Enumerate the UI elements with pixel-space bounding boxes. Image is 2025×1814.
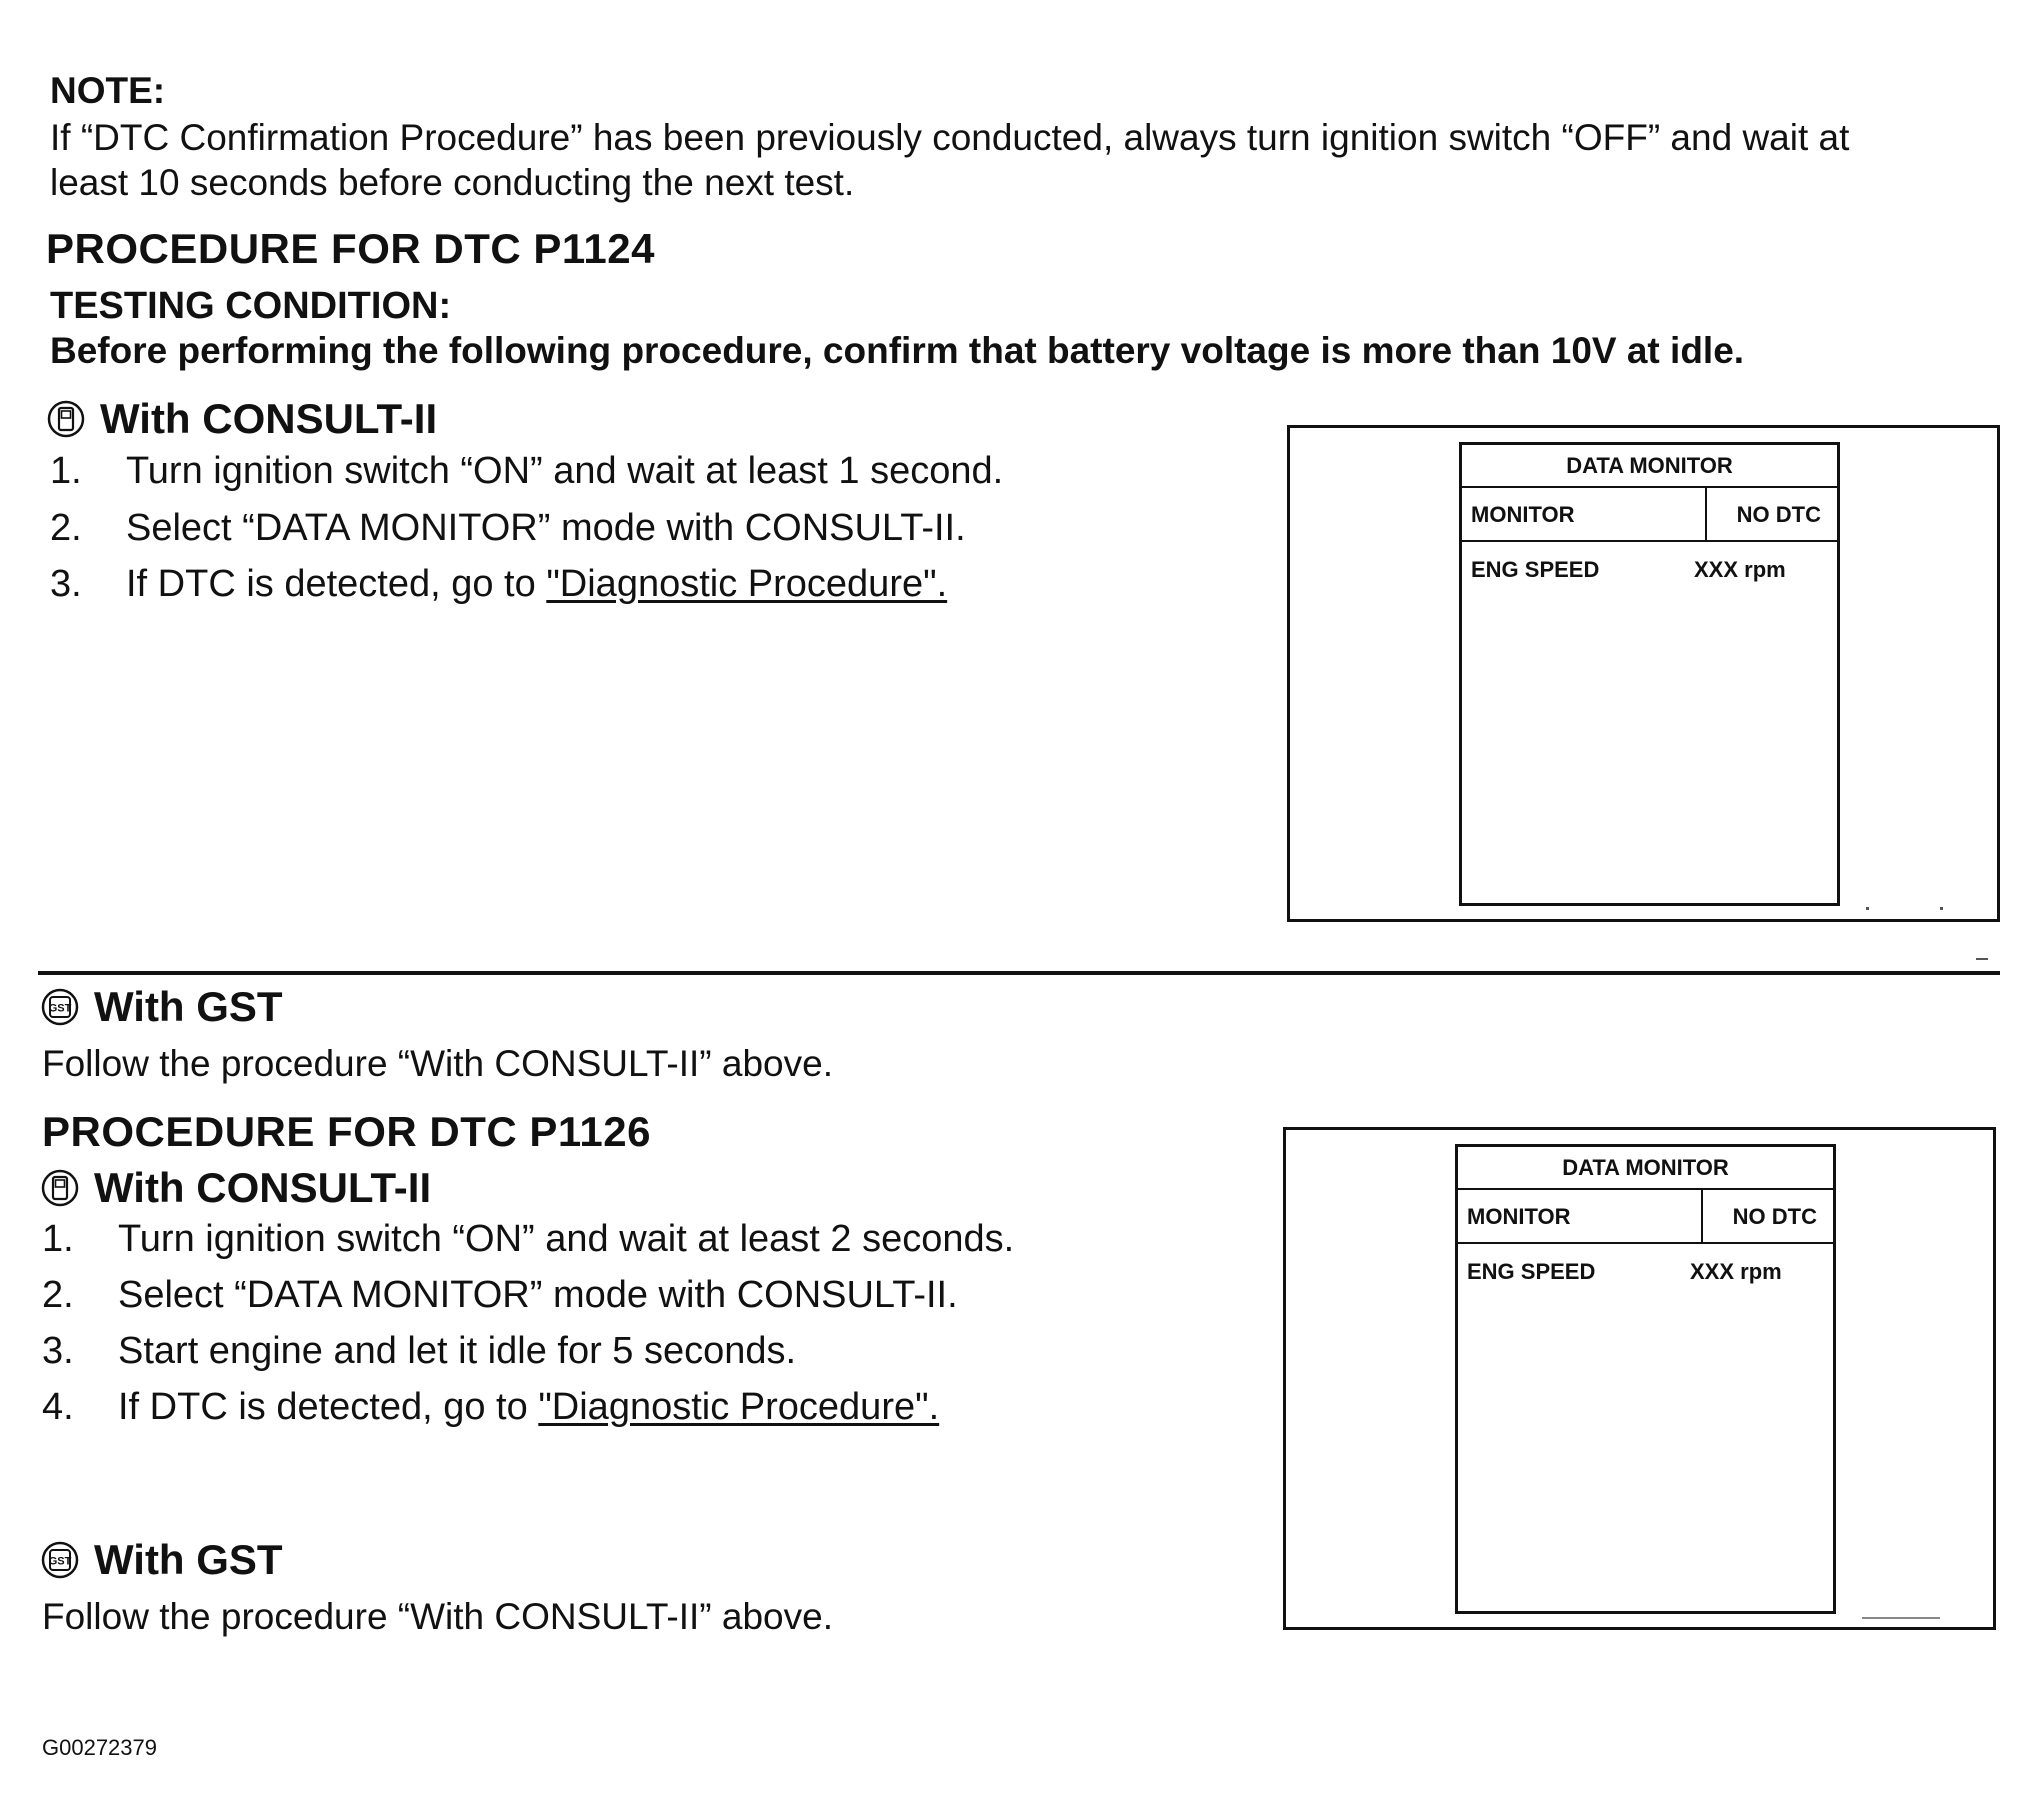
- p1124-heading: PROCEDURE FOR DTC P1124: [46, 225, 655, 272]
- step-number: 3.: [42, 1330, 74, 1372]
- diagnostic-procedure-link[interactable]: "Diagnostic Procedure".: [546, 563, 948, 605]
- note-line-2: least 10 seconds before conducting the next test.: [50, 162, 855, 203]
- step-number: 1.: [42, 1218, 74, 1260]
- p1126-heading: PROCEDURE FOR DTC P1126: [42, 1108, 651, 1155]
- scan-speck: [1940, 907, 1943, 910]
- p1126-data-monitor: [1455, 1144, 1836, 1614]
- p1124-testing-label: TESTING CONDITION:: [50, 285, 452, 327]
- consult-icon: [46, 399, 86, 439]
- consult-icon: [40, 1168, 80, 1208]
- note-text: [50, 115, 1849, 205]
- note-line-1: If “DTC Confirmation Procedure” has been previously conducted, always turn ignition switch “OFF” and wait at: [50, 117, 1850, 158]
- monitor-column-label: MONITOR: [1467, 1204, 1571, 1229]
- step-text: If DTC is detected, go to: [118, 1386, 539, 1428]
- monitor-column-divider: [1705, 488, 1707, 540]
- p1126-step-3: [42, 1330, 796, 1373]
- monitor-title: DATA MONITOR: [1462, 445, 1837, 488]
- diagnostic-procedure-link[interactable]: "Diagnostic Procedure".: [538, 1386, 940, 1428]
- step-number: 2.: [50, 507, 82, 549]
- monitor-item-label: ENG SPEED: [1467, 1259, 1596, 1284]
- scan-speck: [1862, 1617, 1940, 1619]
- p1126-gst-heading-text: With GST: [94, 1536, 283, 1583]
- step-text: Turn ignition switch “ON” and wait at least 2 seconds.: [118, 1218, 1015, 1260]
- step-text: Start engine and let it idle for 5 seconds.: [118, 1330, 797, 1372]
- section-divider: [38, 971, 2000, 975]
- svg-text:GST: GST: [48, 1002, 72, 1015]
- monitor-status-label: NO DTC: [1732, 1204, 1817, 1229]
- p1124-consult-heading-text: With CONSULT-II: [100, 395, 438, 442]
- p1124-step-2: [50, 507, 966, 550]
- monitor-header-row: [1462, 488, 1837, 542]
- p1124-consult-heading: [46, 395, 437, 443]
- p1124-data-monitor: [1459, 442, 1840, 906]
- step-text: Select “DATA MONITOR” mode with CONSULT-II.: [126, 507, 966, 549]
- p1126-step-4: [42, 1386, 939, 1429]
- scan-speck: [1866, 907, 1869, 910]
- p1124-gst-heading-text: With GST: [94, 983, 283, 1030]
- svg-text:GST: GST: [48, 1555, 72, 1568]
- step-text: If DTC is detected, go to: [126, 563, 547, 605]
- monitor-column-label: MONITOR: [1471, 502, 1575, 527]
- p1124-gst-text: Follow the procedure “With CONSULT-II” above.: [42, 1043, 833, 1084]
- step-number: 2.: [42, 1274, 74, 1316]
- step-text: Select “DATA MONITOR” mode with CONSULT-II.: [118, 1274, 958, 1316]
- gst-icon: [40, 1540, 80, 1580]
- p1124-gst-heading: [40, 983, 283, 1031]
- p1126-gst-heading: [40, 1536, 283, 1584]
- monitor-item-value: XXX rpm: [1694, 557, 1786, 582]
- p1126-step-1: [42, 1218, 1014, 1261]
- monitor-status-label: NO DTC: [1736, 502, 1821, 527]
- p1126-consult-heading: [40, 1164, 431, 1212]
- monitor-header-row: [1458, 1190, 1833, 1244]
- step-text: Turn ignition switch “ON” and wait at least 1 second.: [126, 450, 1004, 492]
- monitor-item-label: ENG SPEED: [1471, 557, 1600, 582]
- p1124-step-1: [50, 450, 1003, 493]
- monitor-column-divider: [1701, 1190, 1703, 1242]
- document-id: G00272379: [42, 1735, 157, 1760]
- gst-icon: [40, 987, 80, 1027]
- scan-speck: [1976, 958, 1988, 960]
- step-number: 4.: [42, 1386, 74, 1428]
- p1124-step-3: [50, 563, 947, 606]
- monitor-item-value: XXX rpm: [1690, 1259, 1782, 1284]
- monitor-title: DATA MONITOR: [1458, 1147, 1833, 1190]
- step-number: 1.: [50, 450, 82, 492]
- step-number: 3.: [50, 563, 82, 605]
- p1124-testing-text: Before performing the following procedure, confirm that battery voltage is more than 10V at idle.: [50, 330, 1745, 371]
- p1126-consult-heading-text: With CONSULT-II: [94, 1164, 432, 1211]
- p1126-step-2: [42, 1274, 958, 1317]
- note-label: NOTE:: [50, 70, 166, 111]
- p1126-gst-text: Follow the procedure “With CONSULT-II” above.: [42, 1596, 833, 1637]
